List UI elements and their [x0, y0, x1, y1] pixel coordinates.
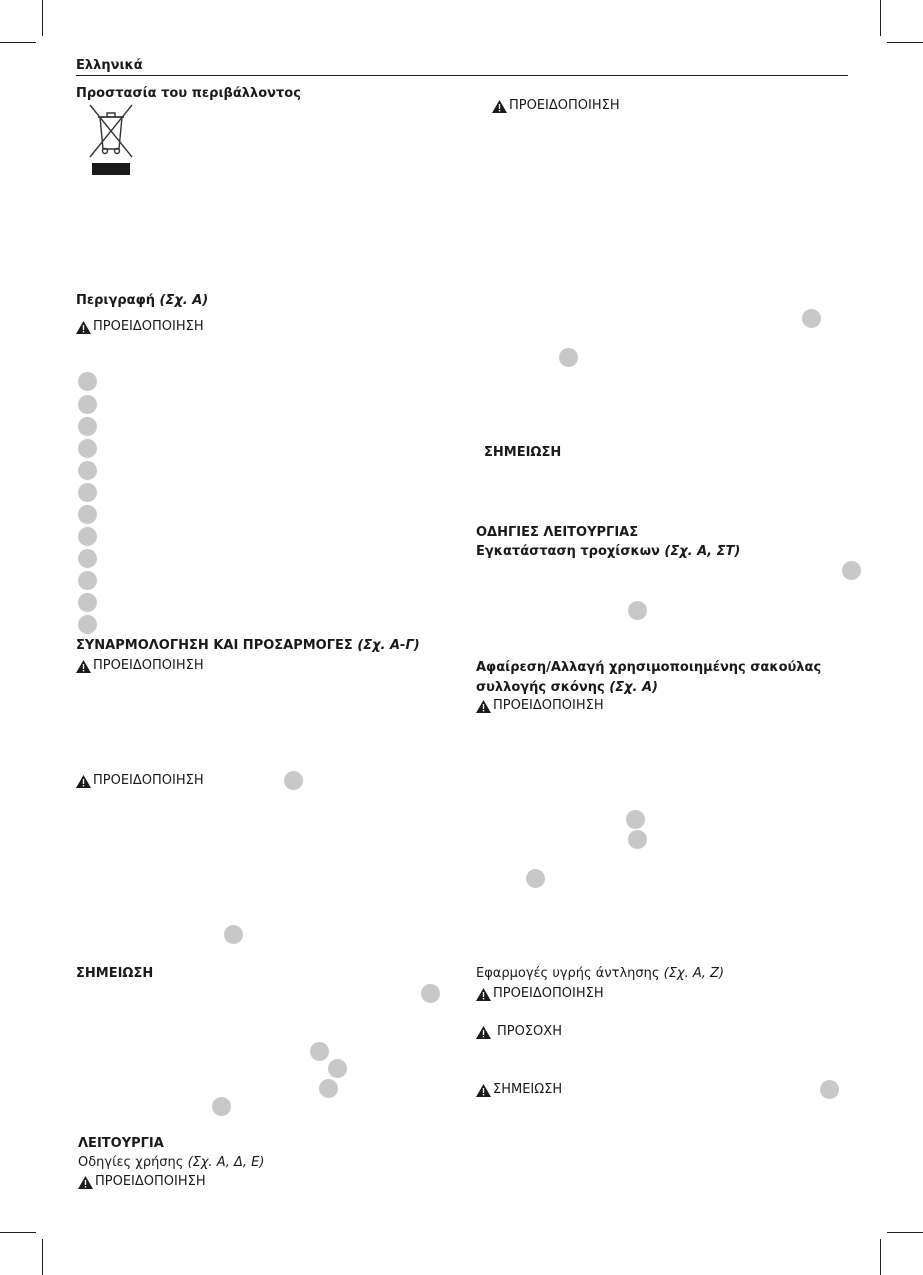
crop-mark — [880, 1239, 881, 1275]
casters-heading-text: Εγκατάσταση τροχίσκων — [476, 544, 660, 559]
warning-triangle-icon — [476, 1026, 491, 1039]
warning-triangle-icon — [78, 1176, 93, 1189]
warning-label: ΠΡΟΕΙΔΟΠΟΙΗΣΗ — [493, 698, 604, 713]
component-marker — [842, 561, 861, 580]
component-marker — [78, 483, 97, 502]
crop-mark — [0, 1232, 36, 1233]
component-marker — [526, 869, 545, 888]
component-marker — [628, 830, 647, 849]
bag-heading-line2 — [476, 680, 658, 696]
description-heading-text: Περιγραφή — [76, 293, 156, 308]
crop-mark — [880, 0, 881, 36]
warning-triangle-icon — [476, 1084, 491, 1097]
warning-triangle-icon — [76, 775, 91, 788]
component-marker — [319, 1079, 338, 1098]
crop-mark — [887, 1232, 923, 1233]
warning-notice — [476, 698, 604, 714]
component-marker — [212, 1097, 231, 1116]
component-marker — [78, 571, 97, 590]
warning-triangle-icon — [476, 988, 491, 1001]
description-heading — [76, 293, 208, 309]
casters-heading — [476, 544, 740, 560]
component-marker — [284, 771, 303, 790]
caution-label: ΠΡΟΣΟΧΗ — [497, 1024, 562, 1039]
warning-notice — [492, 98, 620, 114]
warning-triangle-icon — [76, 321, 91, 334]
component-marker — [78, 505, 97, 524]
warning-label: ΠΡΟΕΙΔΟΠΟΙΗΣΗ — [93, 773, 204, 788]
component-marker — [421, 984, 440, 1003]
operating-instructions-heading: ΟΔΗΓΙΕΣ ΛΕΙΤΟΥΡΓΙΑΣ — [476, 525, 639, 540]
instructions-heading-text: Οδηγίες χρήσης — [78, 1155, 184, 1170]
component-marker — [78, 527, 97, 546]
page-language: Ελληνικά — [76, 58, 143, 73]
component-marker — [328, 1059, 347, 1078]
component-marker — [802, 309, 821, 328]
crop-mark — [42, 1239, 43, 1275]
assembly-figure-ref: (Σχ. Α-Γ) — [357, 638, 420, 653]
warning-notice — [476, 986, 604, 1002]
warning-notice — [76, 319, 204, 335]
warning-label: ΠΡΟΕΙΔΟΠΟΙΗΣΗ — [95, 1174, 206, 1189]
wet-heading — [476, 966, 724, 982]
instructions-heading — [78, 1155, 264, 1171]
component-marker — [78, 549, 97, 568]
component-marker — [820, 1080, 839, 1099]
warning-label: ΠΡΟΕΙΔΟΠΟΙΗΣΗ — [93, 319, 204, 334]
component-marker — [626, 810, 645, 829]
assembly-heading — [76, 638, 420, 654]
component-marker — [628, 601, 647, 620]
warning-label: ΠΡΟΕΙΔΟΠΟΙΗΣΗ — [509, 98, 620, 113]
operation-heading: ΛΕΙΤΟΥΡΓΙΑ — [78, 1136, 164, 1151]
warning-triangle-icon — [476, 700, 491, 713]
caution-notice — [476, 1024, 562, 1040]
warning-label: ΠΡΟΕΙΔΟΠΟΙΗΣΗ — [93, 658, 204, 673]
component-marker — [224, 925, 243, 944]
component-marker — [78, 395, 97, 414]
bag-figure-ref: (Σχ. Α) — [609, 680, 658, 695]
note-label: ΣΗΜΕΙΩΣΗ — [493, 1082, 563, 1097]
wet-heading-text: Εφαρμογές υγρής άντλησης — [476, 966, 660, 981]
casters-figure-ref: (Σχ. Α, ΣΤ) — [664, 544, 741, 559]
warning-notice — [76, 773, 204, 789]
warning-notice — [76, 658, 204, 674]
component-marker — [78, 372, 97, 391]
description-figure-ref: (Σχ. Α) — [159, 293, 209, 308]
bag-heading-text: συλλογής σκόνης — [476, 680, 605, 695]
wet-figure-ref: (Σχ. Α, Ζ) — [663, 966, 725, 981]
assembly-heading-text: ΣΥΝΑΡΜΟΛΟΓΗΣΗ ΚΑΙ ΠΡΟΣΑΡΜΟΓΕΣ — [76, 638, 353, 653]
component-marker — [78, 439, 97, 458]
crop-mark — [887, 42, 923, 43]
header-rule — [76, 75, 848, 76]
component-marker — [310, 1042, 329, 1061]
crop-mark — [42, 0, 43, 36]
component-marker — [78, 615, 97, 634]
warning-triangle-icon — [76, 660, 91, 673]
warning-label: ΠΡΟΕΙΔΟΠΟΙΗΣΗ — [493, 986, 604, 1001]
note-label: ΣΗΜΕΙΩΣΗ — [76, 966, 154, 981]
instructions-figure-ref: (Σχ. Α, Δ, Ε) — [187, 1155, 265, 1170]
bag-heading-line1: Αφαίρεση/Αλλαγή χρησιμοποιημένης σακούλας — [476, 660, 822, 675]
note-notice — [476, 1082, 562, 1098]
component-marker — [78, 461, 97, 480]
note-label: ΣΗΜΕΙΩΣΗ — [484, 445, 562, 460]
warning-triangle-icon — [492, 100, 507, 113]
weee-bin-icon — [88, 103, 134, 177]
component-marker — [78, 593, 97, 612]
crop-mark — [0, 42, 36, 43]
warning-notice — [78, 1174, 206, 1190]
component-marker — [559, 348, 578, 367]
component-marker — [78, 417, 97, 436]
environment-heading: Προστασία του περιβάλλοντος — [76, 86, 301, 101]
